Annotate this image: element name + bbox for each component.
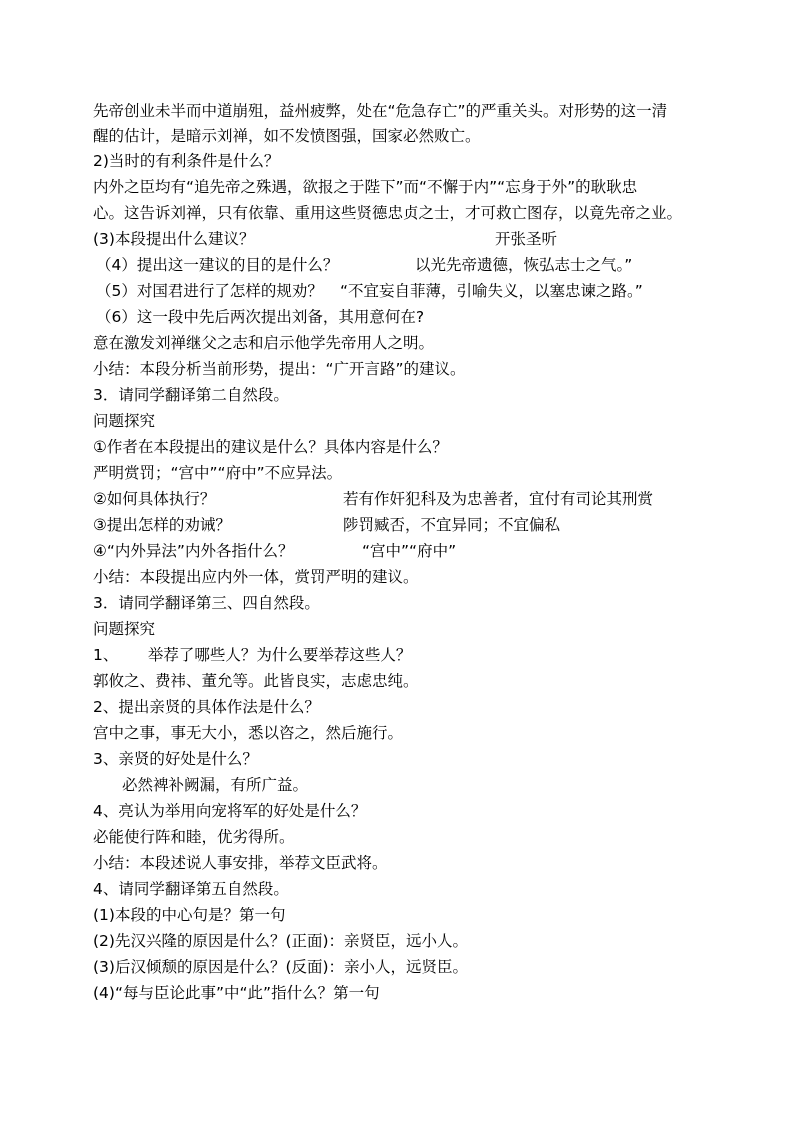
summary-line: 小结：本段分析当前形势，提出：“广开言路”的建议。 xyxy=(93,360,466,378)
question-line: (3)本段提出什么建议？ xyxy=(93,230,255,248)
answer-text: 以光先帝遗德，恢弘志士之气。” xyxy=(415,256,633,274)
text-line: 严明赏罚；“宫中”“府中”不应异法。 xyxy=(93,464,343,482)
question-line: ③提出怎样的劝诫？ xyxy=(93,516,231,534)
answer-text: 开张圣听 xyxy=(495,230,558,248)
question-line: (1)本段的中心句是？第一句 xyxy=(93,906,286,924)
answer-text: 陟罚臧否，不宜异同；不宜偏私 xyxy=(343,516,561,534)
text-line: 醒的估计，是暗示刘禅，如不发愤图强，国家必然败亡。 xyxy=(93,127,481,145)
question-line: (2)先汉兴隆的原因是什么？(正面)：亲贤臣，远小人。 xyxy=(93,932,469,950)
text-line: 先帝创业未半而中道崩殂，益州疲弊，处在“危急存亡”的严重关头。对形势的这一清 xyxy=(93,102,668,120)
question-line: 1、 举荐了哪些人？为什么要举荐这些人？ xyxy=(93,646,412,664)
text-line: 2)当时的有利条件是什么？ xyxy=(93,152,280,170)
section-heading: 3．请同学翻译第二自然段。 xyxy=(93,386,289,404)
text-line: 郭攸之、费祎、董允等。此皆良实，志虑忠纯。 xyxy=(93,672,419,690)
answer-text: “宫中”“府中” xyxy=(362,542,457,560)
question-line: ①作者在本段提出的建议是什么？具体内容是什么？ xyxy=(93,438,448,456)
section-heading: 3．请同学翻译第三、四自然段。 xyxy=(93,594,320,612)
section-heading: 4、请同学翻译第五自然段。 xyxy=(93,880,289,898)
question-line: ④“内外异法”内外各指什么？ xyxy=(93,542,294,560)
text-line: 心。这告诉刘禅，只有依靠、重用这些贤德忠贞之士，才可救亡图存，以竟先帝之业。 xyxy=(93,204,683,222)
section-heading: 问题探究 xyxy=(93,412,156,430)
question-line: （6）这一段中先后两次提出刘备，其用意何在? xyxy=(96,308,425,326)
section-heading: 问题探究 xyxy=(93,620,156,638)
question-line: (3)后汉倾颓的原因是什么？(反面)：亲小人，远贤臣。 xyxy=(93,958,469,976)
text-line: 必能使行阵和睦，优劣得所。 xyxy=(93,828,295,846)
summary-line: 小结：本段述说人事安排，举荐文臣武将。 xyxy=(93,854,388,872)
answer-text: “不宜妄自菲薄，引喻失义，以塞忠谏之路。” xyxy=(340,282,643,300)
summary-line: 小结：本段提出应内外一体，赏罚严明的建议。 xyxy=(93,568,419,586)
question-line: 4、亮认为举用向宠将军的好处是什么？ xyxy=(93,802,367,820)
question-line: ②如何具体执行？ xyxy=(93,490,216,508)
text-line: 内外之臣均有“追先帝之殊遇，欲报之于陛下”而“不懈于内”“忘身于外”的耿耿忠 xyxy=(93,178,638,196)
question-line: （5）对国君进行了怎样的规劝？ xyxy=(96,282,323,300)
text-line: 必然裨补阙漏，有所广益。 xyxy=(122,776,309,794)
question-line: 2、提出亲贤的具体作法是什么？ xyxy=(93,698,320,716)
question-line: 3、亲贤的好处是什么？ xyxy=(93,750,258,768)
text-line: 意在激发刘禅继父之志和启示他学先帝用人之明。 xyxy=(93,334,435,352)
question-line: (4)“每与臣论此事”中“此”指什么？第一句 xyxy=(93,984,380,1002)
text-line: 宫中之事，事无大小，悉以咨之，然后施行。 xyxy=(93,724,404,742)
question-line: （4）提出这一建议的目的是什么？ xyxy=(96,256,339,274)
answer-text: 若有作奸犯科及为忠善者，宜付有司论其刑赏 xyxy=(343,490,654,508)
